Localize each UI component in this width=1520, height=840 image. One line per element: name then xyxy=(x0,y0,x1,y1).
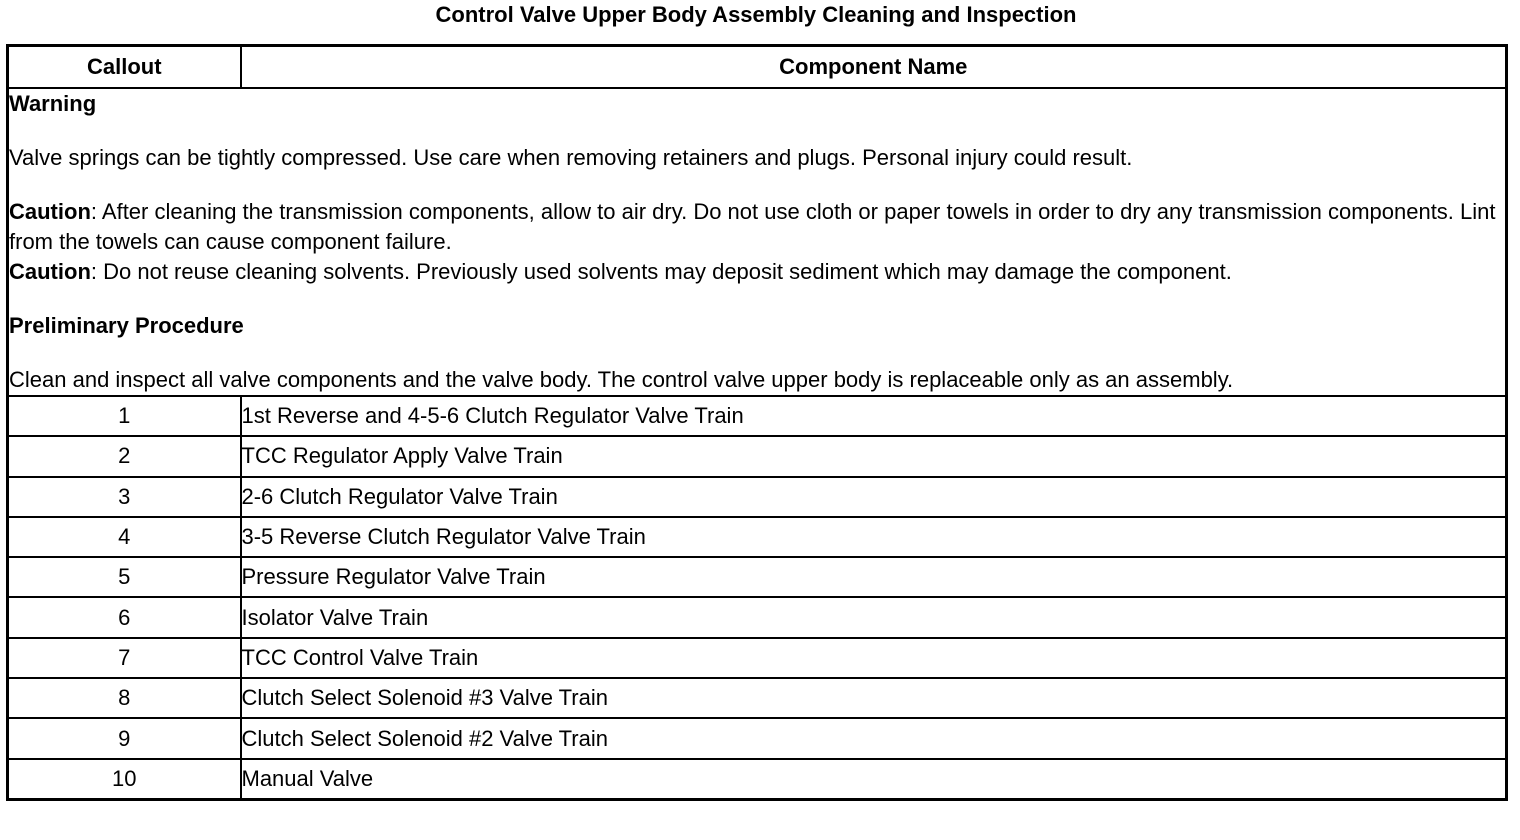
component-table xyxy=(6,44,1508,801)
caution-note-1 xyxy=(9,197,1505,257)
caution-text: : After cleaning the transmission components, allow to air dry. Do not use cloth or paper towels in order to dry any transmission components. Lint from the towels can cause component failure. xyxy=(9,199,1496,254)
component-name-cell: Clutch Select Solenoid #3 Valve Train xyxy=(241,678,1507,718)
table-row xyxy=(8,678,1507,718)
component-name-cell: Clutch Select Solenoid #2 Valve Train xyxy=(241,718,1507,758)
table-row xyxy=(8,718,1507,758)
callout-cell: 2 xyxy=(8,436,241,476)
callout-cell: 3 xyxy=(8,477,241,517)
notes-row xyxy=(8,88,1507,396)
table-row xyxy=(8,759,1507,800)
callout-cell: 9 xyxy=(8,718,241,758)
callout-cell: 8 xyxy=(8,678,241,718)
table-row xyxy=(8,557,1507,597)
notes-cell xyxy=(8,88,1507,396)
table-row xyxy=(8,597,1507,637)
caution-note-2 xyxy=(9,257,1505,287)
component-name-cell: TCC Control Valve Train xyxy=(241,638,1507,678)
component-name-cell: 1st Reverse and 4-5-6 Clutch Regulator Valve Train xyxy=(241,396,1507,436)
table-row xyxy=(8,517,1507,557)
preliminary-heading: Preliminary Procedure xyxy=(9,313,244,338)
table-header-row xyxy=(8,46,1507,89)
callout-cell: 7 xyxy=(8,638,241,678)
caution-label: Caution xyxy=(9,259,91,284)
caution-text: : Do not reuse cleaning solvents. Previously used solvents may deposit sediment which may damage the component. xyxy=(90,259,1232,284)
component-name-cell: TCC Regulator Apply Valve Train xyxy=(241,436,1507,476)
component-name-cell: Pressure Regulator Valve Train xyxy=(241,557,1507,597)
callout-cell: 6 xyxy=(8,597,241,637)
warning-heading: Warning xyxy=(9,91,97,116)
preliminary-text: Clean and inspect all valve components and the valve body. The control valve upper body is replaceable only as an assembly. xyxy=(9,367,1234,392)
table-row xyxy=(8,396,1507,436)
component-name-cell: Manual Valve xyxy=(241,759,1507,800)
caution-label: Caution xyxy=(9,199,91,224)
table-row xyxy=(8,436,1507,476)
component-name-cell: 3-5 Reverse Clutch Regulator Valve Train xyxy=(241,517,1507,557)
callout-column-header: Callout xyxy=(8,46,241,89)
callout-cell: 1 xyxy=(8,396,241,436)
table-row xyxy=(8,477,1507,517)
callout-cell: 5 xyxy=(8,557,241,597)
component-name-cell: Isolator Valve Train xyxy=(241,597,1507,637)
component-name-column-header: Component Name xyxy=(241,46,1507,89)
warning-text: Valve springs can be tightly compressed. Use care when removing retainers and plugs. Personal injury could result. xyxy=(9,145,1133,170)
callout-cell: 4 xyxy=(8,517,241,557)
component-name-cell: 2-6 Clutch Regulator Valve Train xyxy=(241,477,1507,517)
document-title: Control Valve Upper Body Assembly Cleaning and Inspection xyxy=(435,2,1077,27)
callout-cell: 10 xyxy=(8,759,241,800)
table-row xyxy=(8,638,1507,678)
